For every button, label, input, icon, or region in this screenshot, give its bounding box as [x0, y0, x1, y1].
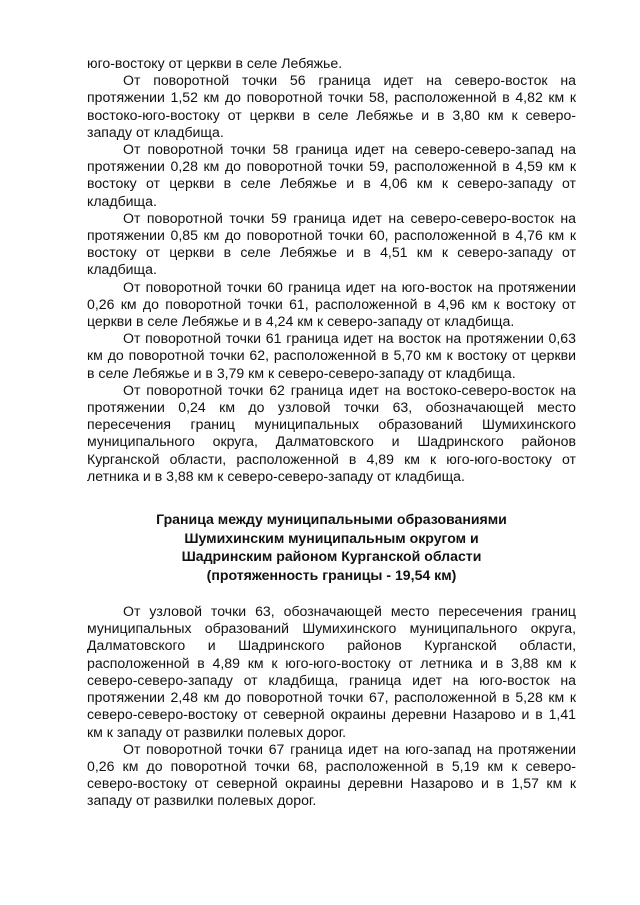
paragraph-point-61: От поворотной точки 61 граница идет на восток на протяжении 0,63 км до поворотной точки 62, расположенной в 5,70 км к востоку от церкви в селе Лебяжье и в 3,79 км к северо-северо-западу от кладбища.	[87, 330, 576, 381]
paragraph-node-63: От узловой точки 63, обозначающей место пересечения границ муниципальных образований Шумихинского муниципального округа, Далматовского и Шадринского районов Курганской области, расположенной в 4,89 км к юго-юго-востоку от летника и в 3,88 км к северо-северо-западу от кладбища, граница идет на юго-восток на протяжении 2,48 км до поворотной точки 67, расположенной в 5,28 км к северо-северо-востоку от северной окраины деревни Назарово и в 1,41 км к западу от развилки полевых дорог.	[87, 603, 576, 740]
heading-line-1: Граница между муниципальными образованиями	[156, 511, 507, 528]
paragraph-point-59: От поворотной точки 59 граница идет на северо-северо-восток на протяжении 0,85 км до поворотной точки 60, расположенной в 4,76 км к востоку от церкви в селе Лебяжье и в 4,51 км к северо-западу от кладбища.	[87, 209, 576, 278]
paragraph-point-60: От поворотной точки 60 граница идет на юго-восток на протяжении 0,26 км до поворотной точки 61, расположенной в 4,96 км к востоку от церкви в селе Лебяжье и в 4,24 км к северо-западу от кладбища.	[87, 278, 576, 330]
section-boundary-points	[87, 55, 576, 485]
heading-line-3: Шадринским районом Курганской области	[181, 548, 482, 565]
paragraph-point-56: От поворотной точки 56 граница идет на северо-восток на протяжении 1,52 км до поворотной точки 58, расположенной в 4,82 км к востоко-юго-востоку от церкви в селе Лебяжье и в 3,80 км к северо-западу от кладбища.	[87, 72, 576, 140]
paragraph-continuation: юго-востоку от церкви в селе Лебяжье.	[87, 55, 343, 71]
section-heading	[87, 510, 576, 584]
paragraph-point-67: От поворотной точки 67 граница идет на юго-запад на протяжении 0,26 км до поворотной точки 68, расположенной в 5,19 км к северо-северо-востоку от северной окраины деревни Назарово и в 1,57 км к западу от развилки полевых дорог.	[87, 740, 576, 809]
paragraph-point-62: От поворотной точки 62 граница идет на востоко-северо-восток на протяжении 0,24 км до узловой точки 63, обозначающей место пересечения границ муниципальных образований Шумихинского муниципального округа, Далматовского и Шадринского районов Курганской области, расположенной в 4,89 км к юго-юго-востоку от летника и в 3,88 км к северо-северо-западу от кладбища.	[87, 381, 576, 484]
heading-line-2: Шумихинским муниципальным округом и	[184, 529, 479, 546]
section-shadrinsky-boundary	[87, 603, 576, 809]
paragraph-point-58: От поворотной точки 58 граница идет на северо-северо-запад на протяжении 0,28 км до поворотной точки 59, расположенной в 4,59 км к востоку от церкви в селе Лебяжье и в 4,06 км к северо-западу от кладбища.	[87, 141, 576, 209]
heading-line-4: (протяженность границы - 19,54 км)	[206, 566, 457, 583]
